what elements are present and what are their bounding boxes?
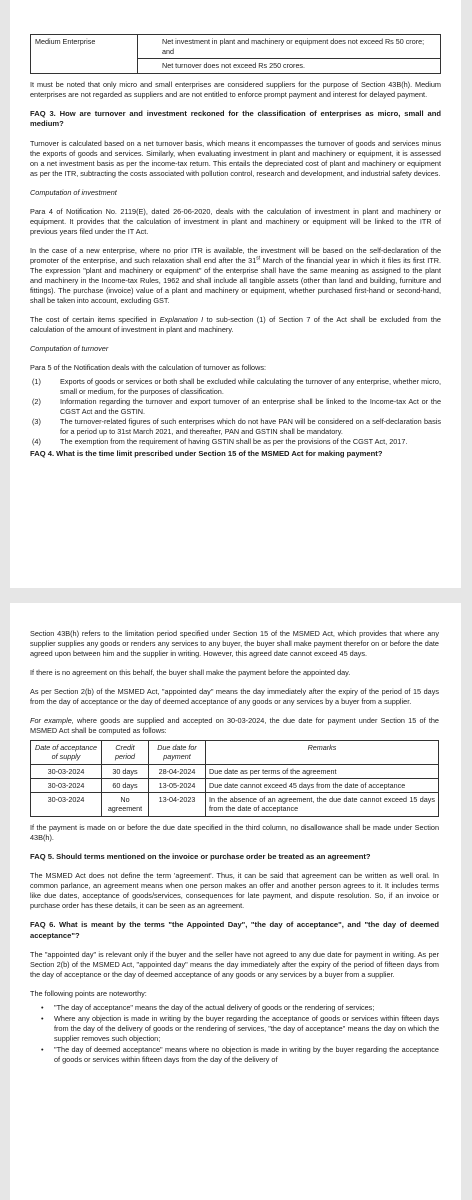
faq3-paragraph: Turnover is calculated based on a net turnover basis, which means it encompasses the turnover of goods and services minus the exports of goods and services. Similarly, when evaluating investment in plant and machinery or equipment, it is assessed on a net investment basis as per the income-tax return. This entails the depreciated cost of plant and machinery or equipment as per the ITR, subtracting the costs associated with pollution control, research and development, and industrial safety devices. — [30, 138, 441, 178]
turnover-item-text: The turnover-related figures of such enterprises which do not have PAN will be considered on a self-declaration basis for a period up to 31st March 2021, and thereafter, PAN and GSTIN shall be mandatory. — [60, 416, 441, 436]
col-header: Remarks — [206, 741, 439, 765]
enterprise-category: Medium Enterprise — [31, 35, 138, 74]
faq5-question: FAQ 5. Should terms mentioned on the invoice or purchase order be treated as an agreement? — [30, 851, 371, 861]
table-row — [31, 764, 439, 778]
list-item: • "The day of acceptance" means the day of the actual delivery of goods or the rendering of services; — [54, 1003, 439, 1013]
list-item: (2) Information regarding the turnover and export turnover of an enterprise shall be linked to the Income-tax Act or the CGST Act and the GSTIN. — [32, 396, 441, 416]
section-43bh-paragraph: Section 43B(h) refers to the limitation period specified under Section 15 of the MSMED Act, which provides that where any supplier supplies any goods or renders any services to any buyer, the buyer shall make payment therefor on or before the date agreed upon between him and the supplier in writing. However, this agreed date cannot exceed 45 days. — [30, 629, 439, 658]
faq6-paragraph-1: The "appointed day" is relevant only if the buyer and the seller have not agreed to any due date for payment in writing. As per Section 2(b) of the MSMED Act, "appointed day" means the day immediately after the expiry of the period of fifteen days from the day of acceptance or the day of deemed acceptance of any goods or any services by a buyer from a supplier. — [30, 950, 439, 980]
table-cell: 60 days — [102, 778, 149, 792]
enterprise-criteria — [138, 35, 441, 74]
table-cell: 13-04-2023 — [149, 793, 206, 817]
table-cell: In the absence of an agreement, the due date cannot exceed 15 days from the date of acceptance — [206, 793, 439, 817]
table-row — [31, 793, 439, 817]
table-cell: Due date cannot exceed 45 days from the date of acceptance — [206, 778, 439, 792]
investment-paragraph-1: Para 4 of Notification No. 2119(E), dated 26-06-2020, deals with the calculation of investment in plant and machinery or equipment. It provides that the calculation of investment in plant and machinery or equipment will be linked to the ITR of previous years filed under the IT Act. — [30, 206, 441, 236]
turnover-item-text: The exemption from the requirement of having GSTIN shall be as per the provisions of the CGST Act, 2017. — [60, 436, 408, 446]
table-header-row — [31, 741, 439, 765]
table-cell: No agreement — [102, 793, 149, 817]
turnover-paragraph: Para 5 of the Notification deals with the calculation of turnover as follows: — [30, 362, 267, 372]
example-text: where goods are supplied and accepted on 30-03-2024, the due date for payment under Section 15 of the MSMED Act shall be computed as follows: — [30, 716, 439, 735]
inv-p3-a: The cost of certain items specified in — [30, 314, 160, 324]
table-cell: 30-03-2024 — [31, 778, 102, 792]
criteria-turnover: Net turnover does not exceed Rs 250 crores. — [162, 61, 306, 70]
col-header: Date of acceptance of supply — [31, 741, 102, 765]
table-cell: 13-05-2024 — [149, 778, 206, 792]
no-agreement-paragraph: If there is no agreement on this behalf, the buyer shall make the payment before the appointed day. — [30, 668, 351, 677]
document-page-1 — [10, 0, 461, 588]
example-italic: For example, — [30, 716, 74, 725]
table-row — [31, 35, 441, 74]
col-header: Due date for payment — [149, 741, 206, 765]
table-cell: 30-03-2024 — [31, 764, 102, 778]
investment-paragraph-2 — [30, 246, 441, 306]
enterprise-classification-table — [30, 34, 441, 74]
table-cell: Due date as per terms of the agreement — [206, 764, 439, 778]
faq5-paragraph: The MSMED Act does not define the term 'agreement'. Thus, it can be said that agreement can be written as well oral. In common parlance, an agreement means when one person makes an offer and another person agrees to it. It includes terms like due dates, acceptance of goods/services, consequences for late payment, and dispute resolution. So, if an invoice or purchase order has these details, it can be seen as an agreement. — [30, 871, 439, 911]
payment-paragraph: If the payment is made on or before the due date specified in the third column, no disallowance shall be made under Section 43B(h). — [30, 822, 439, 842]
acceptance-bullets — [30, 1003, 439, 1065]
turnover-heading: Computation of turnover — [30, 343, 109, 353]
appointed-day-paragraph: As per Section 2(b) of the MSMED Act, "appointed day" means the day immediately after the expiry of the period of 15 days from the day of acceptance or the day of deemed acceptance of any goods or any services by a buyer from a supplier. — [30, 687, 439, 706]
list-item: (4) The exemption from the requirement of having GSTIN shall be as per the provisions of the CGST Act, 2017. — [32, 436, 408, 446]
investment-heading: Computation of investment — [30, 187, 117, 197]
due-date-table — [30, 740, 439, 817]
turnover-item-text: Information regarding the turnover and export turnover of an enterprise shall be linked to the Income-tax Act or the CGST Act and the GSTIN. — [60, 396, 441, 416]
turnover-item-text: Exports of goods or services or both shall be excluded while calculating the turnover of any enterprise, whether micro, small or medium, for the purposes of classification. — [60, 376, 441, 396]
inv-p2-a: In the case of a new enterprise, where no prior ITR is available, the investment will be based on the self-declaration of the promoter of the enterprise, and such relaxation shall end after the 31 — [30, 245, 441, 265]
example-paragraph — [30, 716, 439, 736]
inv-p3-b: to sub-section (1) of Section 7 of the Act shall be excluded from the calculation of the amount of investment in plant and machinery. — [30, 314, 441, 334]
table-cell: 30 days — [102, 764, 149, 778]
note-paragraph: It must be noted that only micro and small enterprises are considered suppliers for the purpose of Section 43B(h). Medium enterprises are not regarded as suppliers and are not entitled to enforce prompt payment and interest for delayed payment. — [30, 79, 441, 99]
criteria-investment: Net investment in plant and machinery or equipment does not exceed Rs 50 crore; and — [138, 35, 440, 59]
faq4-question: FAQ 4. What is the time limit prescribed under Section 15 of the MSMED Act for making payment? — [30, 448, 383, 458]
table-cell: 30-03-2024 — [31, 793, 102, 817]
list-item: • Where any objection is made in writing by the buyer regarding the acceptance of goods or services within fifteen days from the day of the delivery of goods or the rendering of services, "the day of acceptance" means the day on which the supplier removes such objection; — [54, 1014, 439, 1044]
faq6-paragraph-2: The following points are noteworthy: — [30, 989, 147, 999]
col-header: Credit period — [102, 741, 149, 765]
faq6-question: FAQ 6. What is meant by the terms "the Appointed Day", "the day of acceptance", and "the day of deemed acceptance"? — [30, 920, 439, 940]
document-page-2 — [10, 603, 461, 1200]
investment-paragraph-3 — [30, 315, 441, 335]
list-item: • "The day of deemed acceptance" means where no objection is made in writing by the buyer regarding the acceptance of goods or services within fifteen days from the day of the delivery of — [54, 1045, 439, 1065]
inv-p2-sup: st — [256, 255, 261, 262]
inv-p2-b: March of the financial year in which it files its first ITR. The expression "plant and machinery or equipment" of the enterprise shall have the same meaning as assigned to the plant and machinery in the Income-tax Rules, 1962 and shall include all tangible assets (other than land and building, furniture and fittings). The purchase (invoice) value of a plant and machinery or equipment, whether purchased first-hand or second-hand, shall be taken into account, excluding GST. — [30, 255, 441, 305]
table-cell: 28-04-2024 — [149, 764, 206, 778]
faq3-question: FAQ 3. How are turnover and investment reckoned for the classification of enterprises as micro, small and medium? — [30, 108, 441, 128]
list-item: (3) The turnover-related figures of such enterprises which do not have PAN will be considered on a self-declaration basis for a period up to 31st March 2021, and thereafter, PAN and GSTIN shall be mandatory. — [32, 416, 441, 436]
inv-p3-italic: Explanation I — [159, 314, 204, 324]
list-item: (1) Exports of goods or services or both shall be excluded while calculating the turnover of any enterprise, whether micro, small or medium, for the purposes of classification. — [32, 376, 441, 396]
table-row — [31, 778, 439, 792]
turnover-list — [30, 377, 441, 447]
